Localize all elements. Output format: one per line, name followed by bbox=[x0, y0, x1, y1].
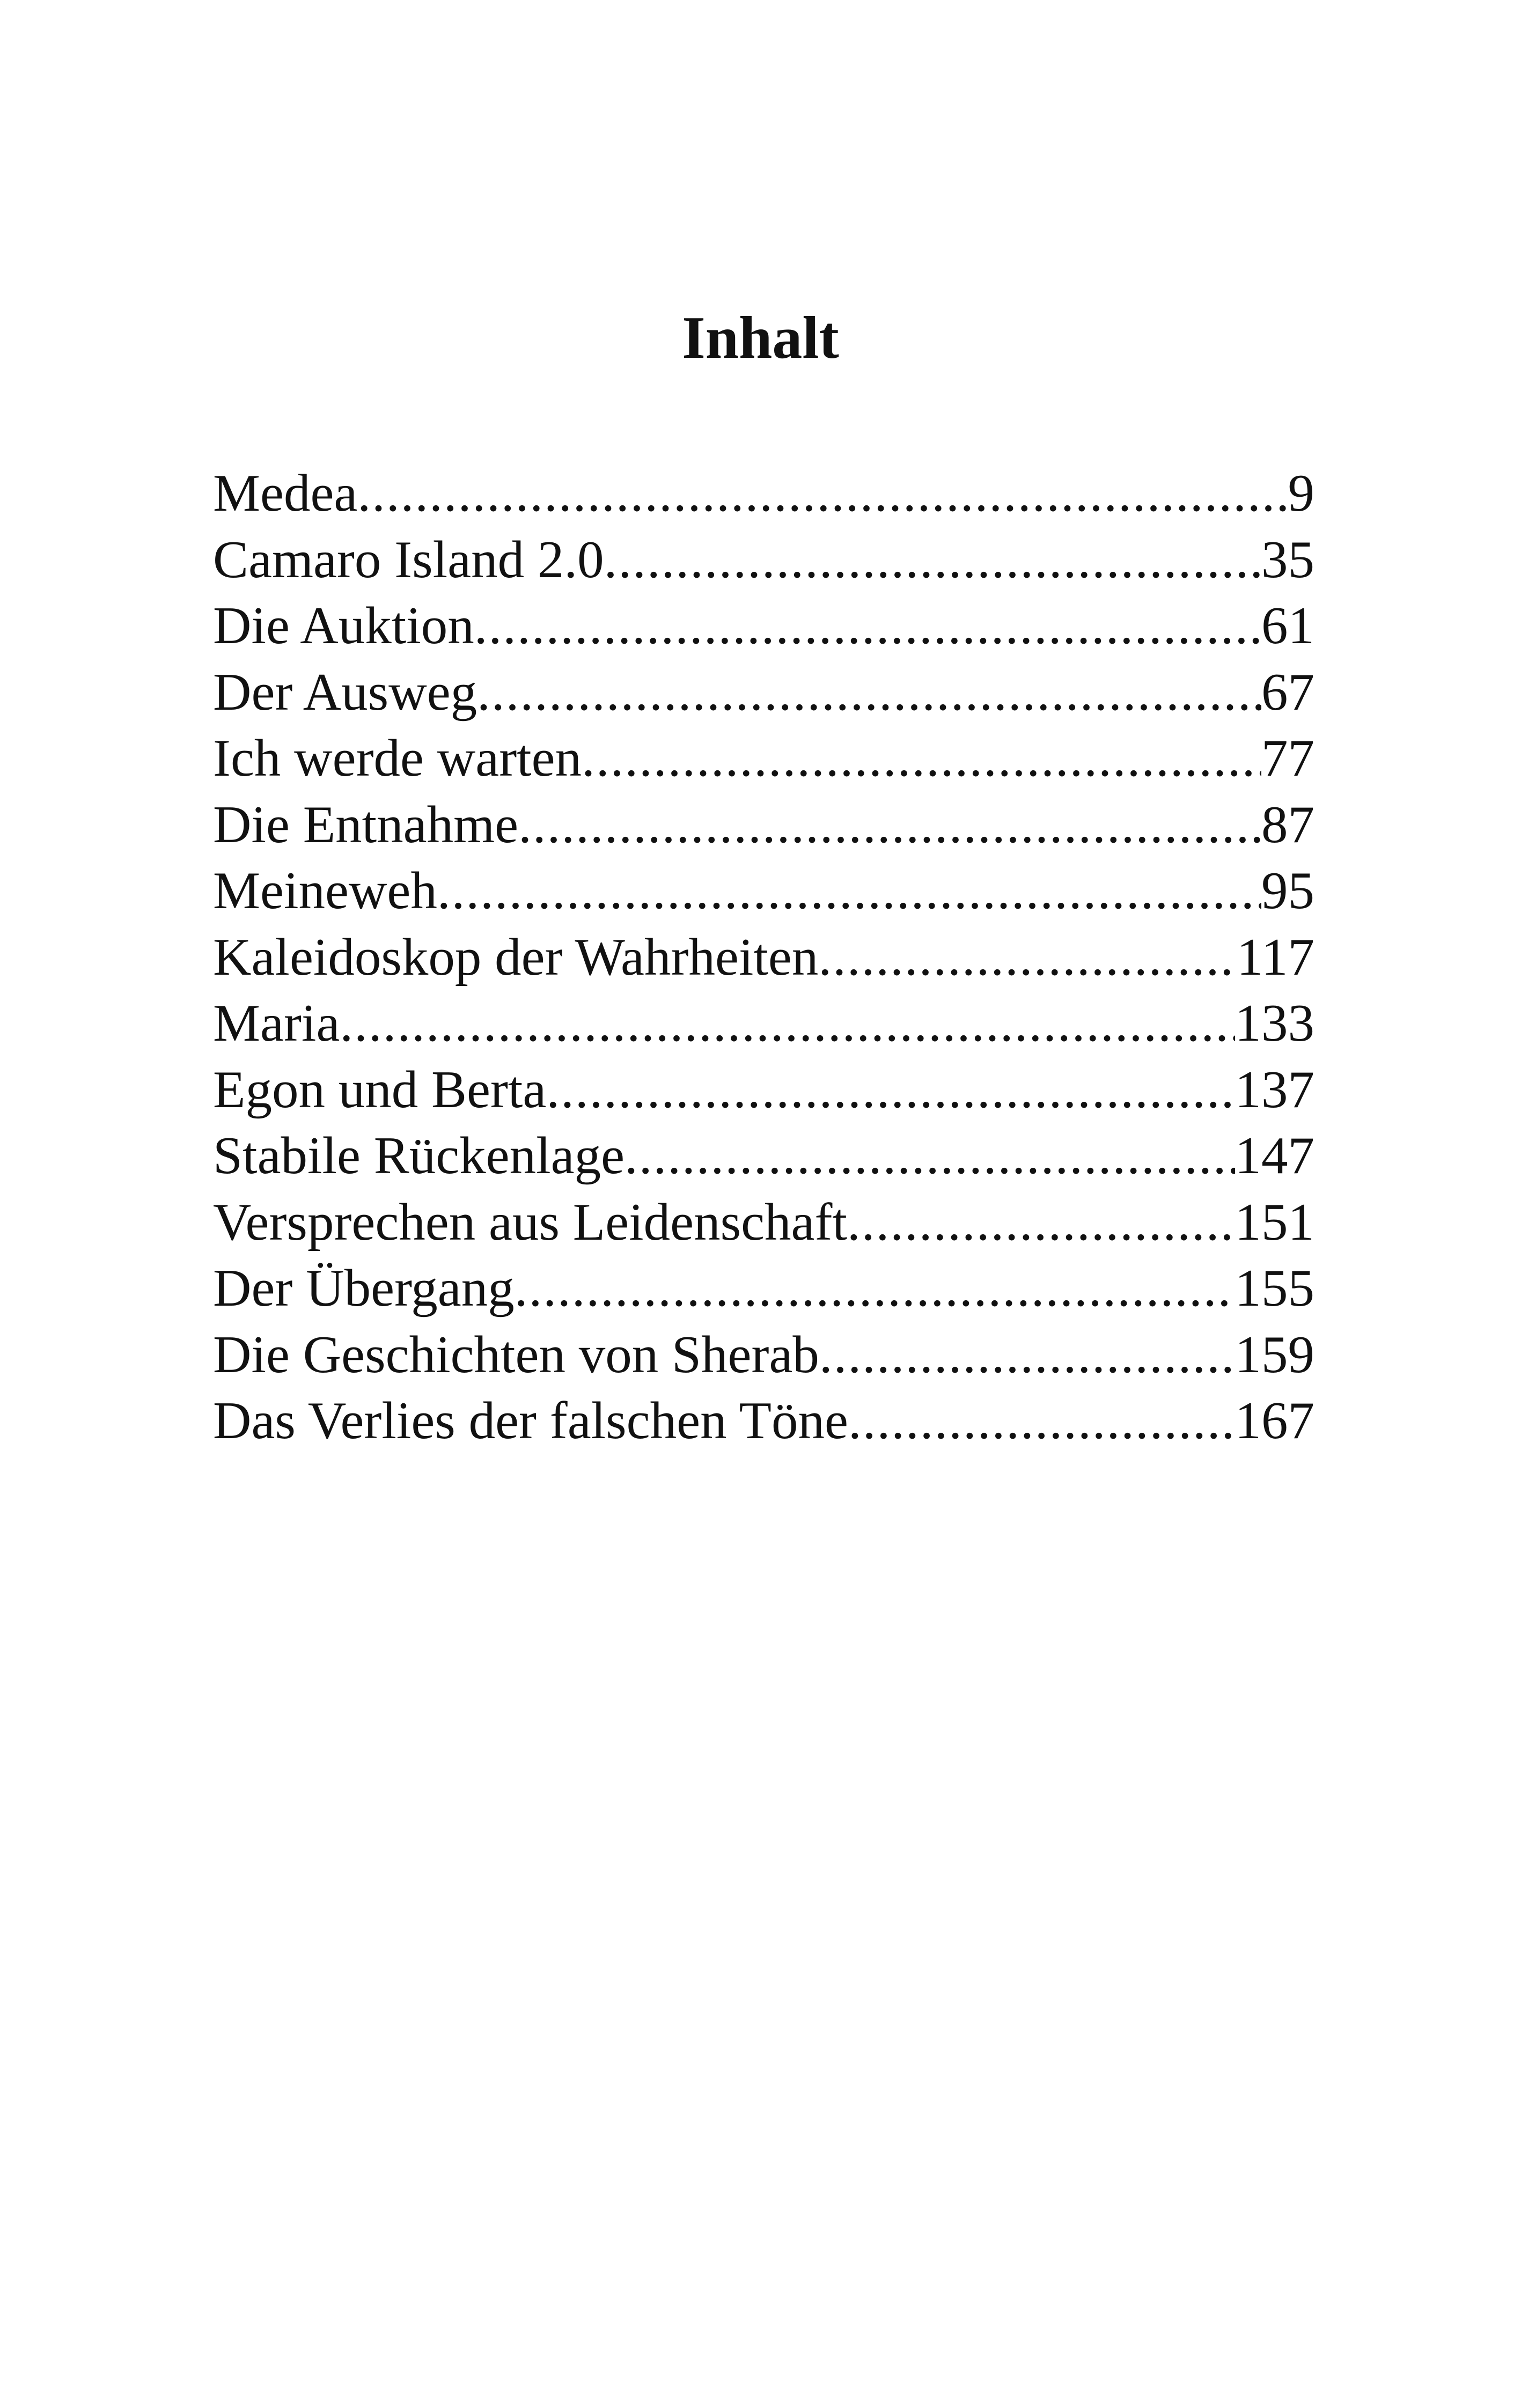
toc-entry bbox=[213, 527, 1314, 593]
toc-entry bbox=[213, 924, 1314, 991]
toc-entry-title: Die Geschichten von Sherab bbox=[213, 1325, 819, 1384]
toc-entry bbox=[213, 659, 1314, 726]
toc-entry bbox=[213, 1057, 1314, 1123]
toc-entry bbox=[213, 460, 1314, 527]
toc-entry-page-number: 147 bbox=[1235, 1126, 1314, 1185]
toc-entry-page-number: 67 bbox=[1261, 662, 1314, 721]
toc-entry bbox=[213, 990, 1314, 1057]
dot-leader bbox=[819, 1322, 1235, 1388]
dot-leader bbox=[515, 1255, 1235, 1322]
toc-entry bbox=[213, 792, 1314, 858]
toc-entry-page-number: 137 bbox=[1235, 1060, 1314, 1119]
toc-entry-title: Maria bbox=[213, 994, 340, 1052]
toc-entry-page-number: 9 bbox=[1288, 464, 1314, 522]
toc-entry-page-number: 151 bbox=[1235, 1192, 1314, 1251]
dot-leader bbox=[474, 593, 1261, 659]
toc-entry bbox=[213, 1322, 1314, 1388]
toc-entry bbox=[213, 1123, 1314, 1189]
toc-entry-page-number: 167 bbox=[1235, 1391, 1314, 1450]
toc-entry-title: Camaro Island 2.0 bbox=[213, 530, 604, 589]
toc-entry bbox=[213, 725, 1314, 792]
dot-leader bbox=[847, 1189, 1235, 1256]
toc-entry-title: Der Ausweg bbox=[213, 662, 477, 721]
toc-entry-page-number: 95 bbox=[1261, 861, 1314, 920]
toc-entry-page-number: 35 bbox=[1261, 530, 1314, 589]
dot-leader bbox=[582, 725, 1261, 792]
page-title: Inhalt bbox=[682, 305, 839, 371]
toc-entry-title: Egon und Berta bbox=[213, 1060, 547, 1119]
toc-entry-page-number: 117 bbox=[1237, 927, 1314, 986]
toc-entry-title: Kaleidoskop der Wahrheiten bbox=[213, 927, 819, 986]
toc-entry-title: Ich werde warten bbox=[213, 729, 582, 787]
toc-entry-page-number: 61 bbox=[1261, 597, 1314, 655]
toc-entry-page-number: 87 bbox=[1261, 795, 1314, 854]
toc-entry-title: Stabile Rückenlage bbox=[213, 1126, 625, 1185]
dot-leader bbox=[848, 1388, 1235, 1454]
toc-entry-page-number: 133 bbox=[1235, 994, 1314, 1052]
dot-leader bbox=[624, 1123, 1235, 1189]
toc-entry-page-number: 159 bbox=[1235, 1325, 1314, 1384]
dot-leader bbox=[340, 990, 1235, 1057]
toc-entry-title: Meineweh bbox=[213, 861, 437, 920]
table-of-contents bbox=[213, 460, 1314, 1454]
toc-entry bbox=[213, 858, 1314, 924]
toc-entry-title: Die Entnahme bbox=[213, 795, 519, 854]
toc-entry bbox=[213, 593, 1314, 659]
toc-entry-title: Medea bbox=[213, 464, 358, 522]
toc-entry bbox=[213, 1189, 1314, 1256]
toc-entry-page-number: 155 bbox=[1235, 1259, 1314, 1317]
toc-entry-title: Die Auktion bbox=[213, 597, 474, 655]
dot-leader bbox=[518, 792, 1261, 858]
toc-entry-title: Versprechen aus Leidenschaft bbox=[213, 1192, 847, 1251]
toc-entry-title: Der Übergang bbox=[213, 1259, 515, 1317]
dot-leader bbox=[818, 924, 1237, 991]
dot-leader bbox=[546, 1057, 1235, 1123]
dot-leader bbox=[604, 527, 1261, 593]
dot-leader bbox=[357, 460, 1288, 527]
toc-entry-title: Das Verlies der falschen Töne bbox=[213, 1391, 848, 1450]
toc-entry bbox=[213, 1255, 1314, 1322]
toc-entry bbox=[213, 1388, 1314, 1454]
toc-entry-page-number: 77 bbox=[1261, 729, 1314, 787]
dot-leader bbox=[437, 858, 1261, 924]
dot-leader bbox=[477, 659, 1261, 726]
